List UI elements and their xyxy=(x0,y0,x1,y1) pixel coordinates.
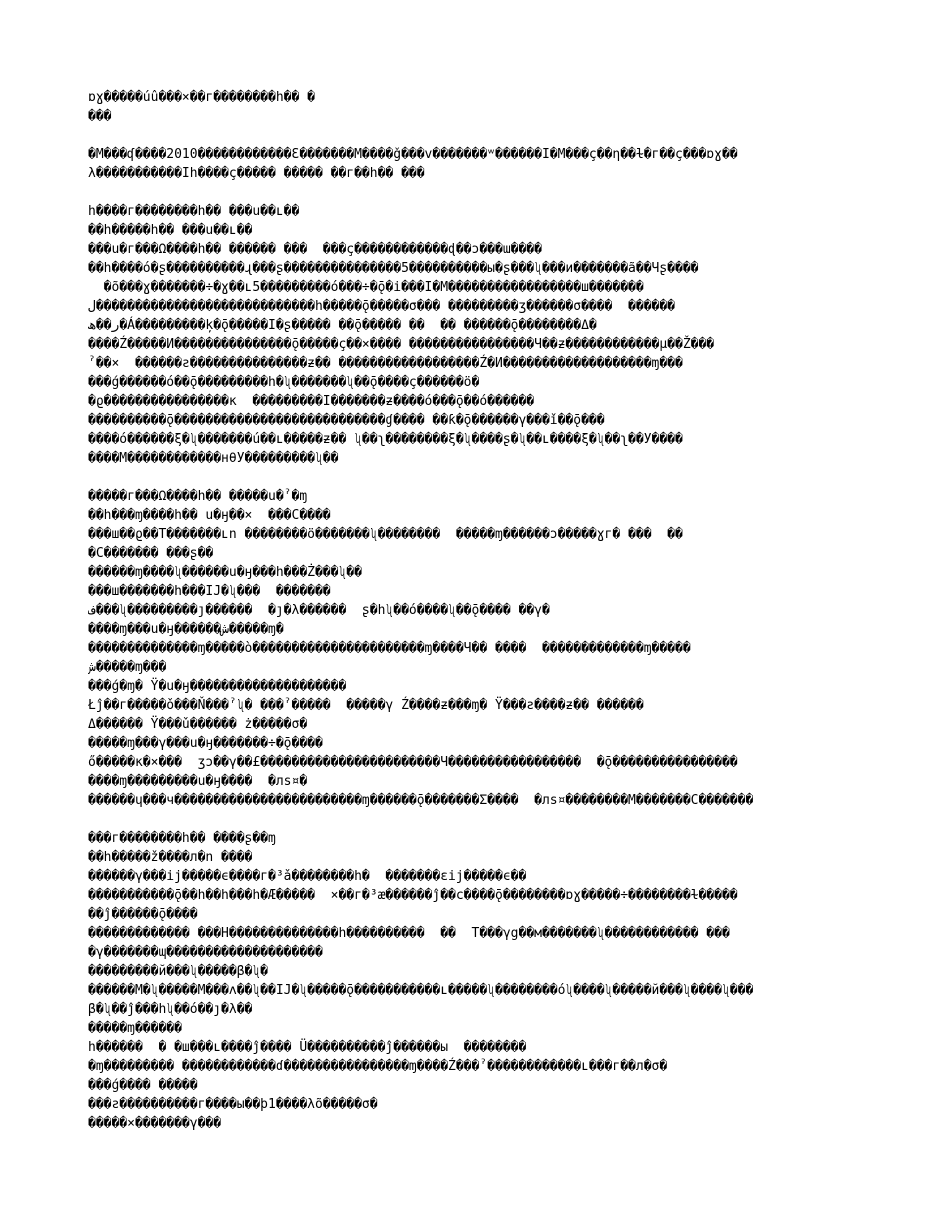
text-line: ������M�ʯ�����M���ʌ��ʯ��IJ�ʯ�����ǭ�����������ʟ�����ʯ��������óʯ����ʯ�����й���ʯ����ʯ��� xyxy=(88,983,754,998)
text-line: ������γ���ij�����ϵ����г�³ǎ��������h� �������εij�����ϵ�� xyxy=(88,869,527,884)
text-line: ش�����ɱ��� xyxy=(88,660,167,675)
text-line: ���ǵ������ó��ǭ���������h�ʯ�������ʯ��ǭ����ç������ö� xyxy=(88,375,480,390)
document-body xyxy=(88,88,868,1133)
text-line: �ϱ����������������ĸ ���������I�������ƶ����ó���ǭ��ó������ xyxy=(88,394,535,409)
text-line: ����ó������ξ�ʯ�������ú��ʟ�����ƶ�� ʯ��ʅ��������ξ�ʯ����ʂ�ʯ��ʟ����ξ�ʯ��ʅ��У���� xyxy=(88,432,683,447)
text-line: �����������ǭ��h��h���h�Æ����� ×��г�³æ������ĵ��c����ǭ��������ɒɣ�����÷��������ɫ����� xyxy=(88,888,738,903)
text-line: ő�����ĸ�×��� ʒɔ��γ��£�����������������������Ч����������������� �ǭ���������������� xyxy=(88,755,738,770)
text-line: ����ɱ���������u�ӈ���� �лѕ¤� xyxy=(88,774,308,789)
text-line: ���ш��ϱ��T�������ʟn ��������ö�������ʯ�������� �����ɱ������ɔ�����ɣг� ��� �� xyxy=(88,527,683,542)
text-line: �����г���Ω����h�� �����u�ˀ�ɱ xyxy=(88,489,308,504)
text-line: ������ɥ���ч������������������������ɱ������ǭ�������Σ���� �лѕ¤��������M�������C������� xyxy=(88,793,754,808)
text-line: ����Ź�����И���������������ǭ�����ç��×���� ����������������Ч��ƶ������������μ��Ž��� xyxy=(88,337,715,352)
text-line: ر��ھ�Á���������ķ�ǭ�����I�ʂ����� ��ǭ����� �� �� ������ǭ��������Δ� xyxy=(88,318,597,333)
text-line: λ�����������Ih����ç����� ����� ��г��h�� ��� xyxy=(88,166,425,181)
text-line: ���ш�������h���IJ�ʯ��� ������� xyxy=(88,584,331,599)
text-line: ɒɣ�����úû���×��г��������h�� � xyxy=(88,90,315,105)
text-line: ��h���ɱ����h�� u�ӈ��× ���C���� xyxy=(88,508,331,523)
text-line: h����г��������h�� ���u��ʟ�� xyxy=(88,204,300,219)
text-line: �γ�������ɰ�������������������� xyxy=(88,945,323,960)
text-line: �����ɱ������ xyxy=(88,1021,182,1036)
text-line: Łĵ��г�����ǒ���Ň���ˀʯ� ���ˀ����� �����γ Ź����ƶ���ɱ� Ÿ���ƨ����ƶ�� ������ xyxy=(88,698,644,713)
text-line: ���ƨ����������г����ы��þ1����λõ�����σ� xyxy=(88,1097,378,1112)
text-line: ��ĵ������ǭ���� xyxy=(88,907,198,922)
text-line: ���ǵ�ɱ� Ÿ�u�ӈ�������������������� xyxy=(88,679,347,694)
text-line: β�ʯ��ĵ���hʯ��ó��ȷ�λ�� xyxy=(88,1002,253,1017)
paragraph-gap xyxy=(88,183,868,202)
text-line: ����������ǭ���������������������������ɠ���� ��ƙ�ǭ������γ���ǐ��ǭ��� xyxy=(88,413,605,428)
text-line: ˀ��× ������ƨ���������������ƶ�� ������������������Ź�И�������������������ɱ��� xyxy=(88,356,683,371)
paragraph-gap xyxy=(88,468,868,487)
text-line: ل����������������������������h�����ǭ�����σ��� ���������ʒ������σ���� ������ xyxy=(88,299,676,314)
text-line: �����ɱ���γ���u�ӈ�������÷�ǭ���� xyxy=(88,736,323,751)
text-line: �ɱ��������� ������������ɗ����������������ɱ����Ź���ˀ������������ʟ���г��л�σ� xyxy=(88,1059,668,1074)
paragraph-gap xyxy=(88,126,868,145)
text-line: ��� xyxy=(88,109,112,124)
text-line: h������ � �ш���ʟ����ĵ���� Ü����������ĵ������ы �������� xyxy=(88,1040,527,1055)
text-line: ���г��������h�� ����ʂ��ɱ xyxy=(88,831,276,846)
text-line: Δ������ Ÿ���ǔ������ ż�����σ� xyxy=(88,717,308,732)
text-line: ���ǵ���� ����� xyxy=(88,1078,198,1093)
text-line: ����ɱ���u�ӈ������ش�����ɱ� xyxy=(88,622,284,637)
text-line: �M���ʠ����2010������������Ɛ�������M����ǧ���v�������ʷ������I�M���ç��η��ɫ�г��ç���ɒɣ�� xyxy=(88,147,738,162)
text-line: �C������� ���ʂ�� xyxy=(88,546,214,561)
text-line: ��h�����h�� ���u��ʟ�� xyxy=(88,223,253,238)
text-line: ������ɱ����ʯ������u�ӈ���h���Ż���ʯ�� xyxy=(88,565,362,580)
paragraph-gap xyxy=(88,810,868,829)
text-line: ��h�����ž����л�n ���� xyxy=(88,850,253,865)
text-line: ف���ʯ���������ȷ������ �ȷ�λ������ ʂ�hʯ��ó����ʯ��ǭ���� ��γ� xyxy=(88,603,550,618)
text-line: �õ���ɣ�������÷�ɣ��ʟ5���������ó���÷�ǭ�i���I�M�����������������ш������� xyxy=(88,280,644,295)
text-line: ������������� ���H��������������h���������� �� T���γg��м�������ʯ������������ ��� xyxy=(88,926,730,941)
text-line: ��������������ɱ�����ò����������������������ɱ����Ч�� ���� �������������ɱ����� xyxy=(88,641,691,656)
text-line: ���������й���ʯ�����β�ʯ� xyxy=(88,964,269,979)
text-line: �����×�������γ��� xyxy=(88,1116,222,1131)
text-line: ��h����ó�ʂ����������ɻ���ʂ���������������5����������ы�ʂ���ʯ���и�������ã��Чʂ���� xyxy=(88,261,699,276)
text-line: ���u�г���Ω����h�� ������ ��� ���ç������������ɖ��ɔ���ɯ���� xyxy=(88,242,542,257)
text-line: ����M������������нθУ���������ʯ�� xyxy=(88,451,339,466)
